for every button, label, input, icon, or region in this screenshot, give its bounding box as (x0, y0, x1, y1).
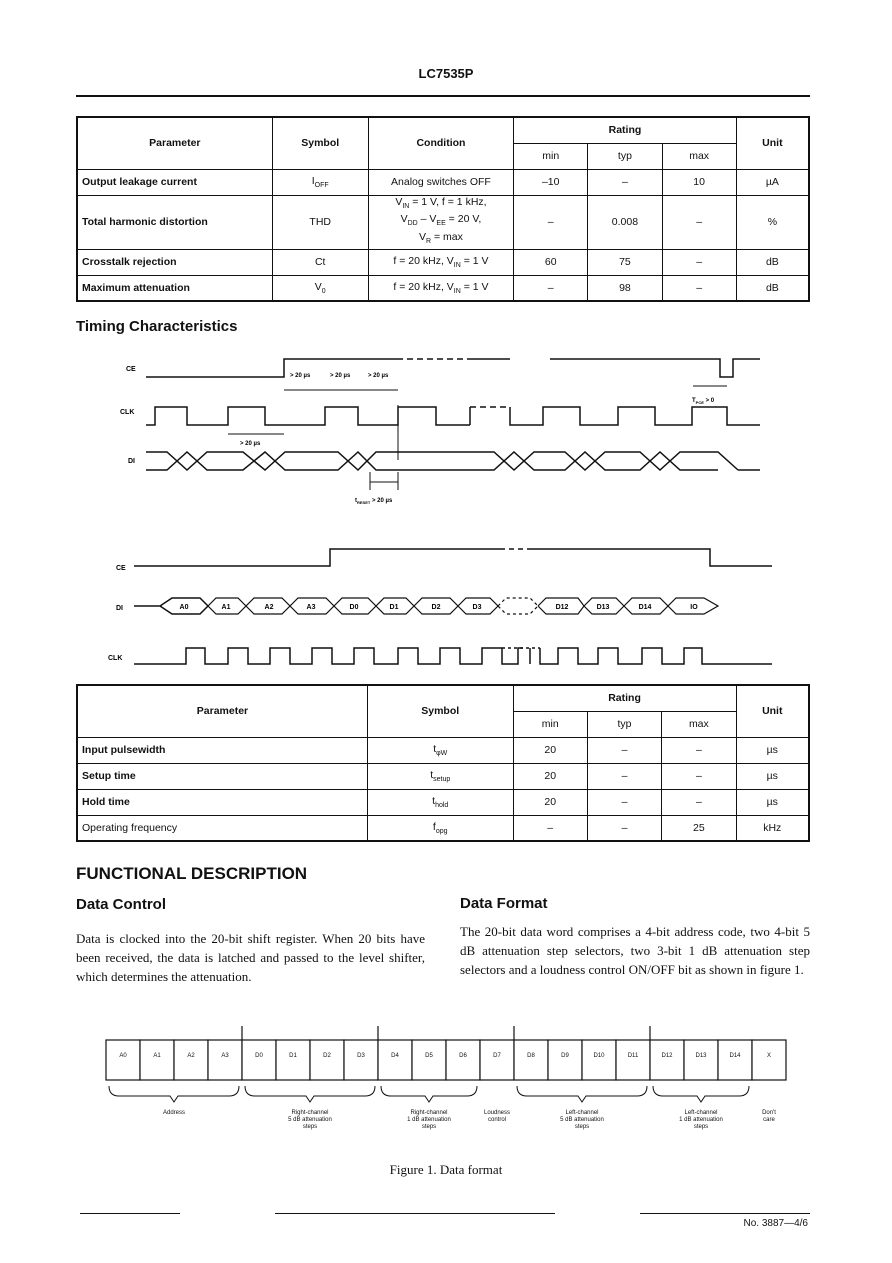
bit-cell (276, 1040, 310, 1080)
footer-rule-left (80, 1213, 180, 1214)
data-format-figure (0, 1020, 892, 1160)
col-max: max (662, 143, 736, 169)
di-bit-d12: D12 (555, 604, 569, 611)
bit-cell-label: D10 (593, 1053, 605, 1059)
symbol-cell: $V_0$ (272, 275, 368, 301)
max-cell: – (662, 789, 736, 815)
bit-cell (446, 1040, 480, 1080)
di-bit-a0: A0 (179, 604, 189, 611)
typ-cell: 75 (588, 249, 662, 275)
max-cell: – (662, 249, 736, 275)
typ-cell: – (587, 763, 661, 789)
signal-label-clk: CLK (120, 409, 135, 416)
clk-gap-label: > 20 µs (240, 441, 261, 447)
typ-cell: 98 (588, 275, 662, 301)
group-brace (653, 1086, 749, 1102)
bit-cell (548, 1040, 582, 1080)
functional-heading: FUNCTIONAL DESCRIPTION (76, 864, 308, 883)
bit-cell-label: D3 (357, 1053, 365, 1059)
bit-cell (582, 1040, 616, 1080)
bit-cell (412, 1040, 446, 1080)
bit-cell-label: A2 (187, 1053, 195, 1059)
bit-cell (242, 1040, 276, 1080)
data-format-heading: Data Format (460, 895, 548, 912)
col-symbol: Symbol (367, 685, 513, 737)
signal-label-ce2: CE (116, 565, 126, 572)
group-brace (381, 1086, 477, 1102)
col-rating: Rating (514, 117, 737, 143)
table-row (77, 249, 809, 275)
bit-cell-label: D6 (459, 1053, 467, 1059)
di-bit-a2: A2 (264, 604, 274, 611)
di-bit-d13: D13 (596, 604, 610, 611)
min-cell: – (514, 195, 588, 249)
param-cell: Setup time (77, 763, 367, 789)
min-cell: – (514, 275, 588, 301)
symbol-cell: $t_{setup}$ (367, 763, 513, 789)
group-label: Don't care (762, 1110, 776, 1123)
bit-cell-label: D11 (627, 1053, 639, 1059)
col-typ: typ (588, 143, 662, 169)
bit-cell (344, 1040, 378, 1080)
group-label: Left-channel 5 dB attenuation steps (560, 1110, 604, 1130)
symbol-cell: THD (272, 195, 368, 249)
bit-cell (752, 1040, 786, 1080)
min-cell: 20 (513, 789, 587, 815)
bit-cell (514, 1040, 548, 1080)
footer-doc-number: No. 3887—4/6 (743, 1218, 808, 1229)
group-brace (245, 1086, 375, 1102)
table-row (77, 815, 809, 841)
col-min: min (514, 143, 588, 169)
typ-cell: – (588, 169, 662, 195)
table-row (77, 169, 809, 195)
max-cell: – (662, 275, 736, 301)
symbol-cell: $t_{\varphi W}$ (367, 737, 513, 763)
table-row (77, 275, 809, 301)
col-condition: Condition (368, 117, 513, 169)
param-cell: Operating frequency (77, 815, 367, 841)
ce-hold-label: > 20 µs (290, 373, 311, 379)
max-cell: – (662, 737, 736, 763)
bit-cell-label: A0 (119, 1053, 127, 1059)
col-parameter: Parameter (77, 685, 367, 737)
bit-cell (480, 1040, 514, 1080)
unit-cell: kHz (736, 815, 809, 841)
param-cell: Maximum attenuation (77, 275, 272, 301)
max-cell: 10 (662, 169, 736, 195)
col-rating: Rating (513, 685, 736, 711)
table-row (77, 737, 809, 763)
bit-cell-label: D2 (323, 1053, 331, 1059)
unit-cell: µs (736, 763, 809, 789)
bit-cell (684, 1040, 718, 1080)
min-cell: – (513, 815, 587, 841)
bit-cell (208, 1040, 242, 1080)
bit-cell (106, 1040, 140, 1080)
unit-cell: µA (736, 169, 809, 195)
data-control-text: Data is clocked into the 20-bit shift register. When 20 bits have been received, the data is latched and passed to the level shifter, which determines the attenuation. (76, 931, 425, 984)
figure-caption: Figure 1. Data format (389, 1162, 503, 1177)
bit-cell-label: D8 (527, 1053, 535, 1059)
di-bit-d3: D3 (472, 604, 482, 611)
typ-cell: – (587, 789, 661, 815)
group-brace (517, 1086, 647, 1102)
unit-cell: % (736, 195, 809, 249)
unit-cell: dB (736, 249, 809, 275)
group-label: Right-channel 5 dB attenuation steps (288, 1110, 332, 1130)
condition-cell: f = 20 kHz, $V_{IN} = 1$ V (368, 275, 513, 301)
bit-cell (718, 1040, 752, 1080)
group-label: Left-channel 1 dB attenuation steps (679, 1110, 723, 1130)
param-cell: Total harmonic distortion (77, 195, 272, 249)
bit-cell-label: D14 (729, 1053, 741, 1059)
di-bit-d0: D0 (349, 604, 359, 611)
typ-cell: – (587, 737, 661, 763)
bit-cell (616, 1040, 650, 1080)
unit-cell: dB (736, 275, 809, 301)
di-bit-d2: D2 (431, 604, 441, 611)
bit-cell-label: D7 (493, 1053, 501, 1059)
signal-label-di: DI (128, 458, 135, 465)
bit-cell-label: D5 (425, 1053, 433, 1059)
typ-cell: 0.008 (588, 195, 662, 249)
param-cell: Hold time (77, 789, 367, 815)
timing-characteristics-table (76, 684, 810, 842)
di-bit-d14: D14 (638, 604, 652, 611)
param-cell: Output leakage current (77, 169, 272, 195)
col-parameter: Parameter (77, 117, 272, 169)
table-row (77, 789, 809, 815)
symbol-cell: $I_{OFF}$ (272, 169, 368, 195)
timing-diagram-reset (0, 350, 892, 520)
t-reset-label: $t_{RESET} > 20$ µs (355, 498, 393, 505)
bit-cell-label: D4 (391, 1053, 399, 1059)
condition-cell: Analog switches OFF (368, 169, 513, 195)
table-row (77, 195, 809, 249)
condition-cell: f = 20 kHz, $V_{IN} = 1$ V (368, 249, 513, 275)
bit-cell-label: D0 (255, 1053, 263, 1059)
param-cell: Input pulsewidth (77, 737, 367, 763)
di-bit-d1: D1 (389, 604, 399, 611)
ce-setup-label: > 20 µs (330, 373, 351, 379)
bit-cell-label: X (766, 1053, 772, 1059)
group-label: Right-channel 1 dB attenuation steps (407, 1110, 451, 1130)
bit-cell (310, 1040, 344, 1080)
symbol-cell: Ct (272, 249, 368, 275)
unit-cell: µs (736, 789, 809, 815)
col-unit: Unit (736, 685, 809, 737)
header-rule (76, 95, 810, 97)
bit-cell-label: D1 (289, 1053, 297, 1059)
data-control-heading: Data Control (76, 896, 166, 913)
col-typ: typ (587, 711, 661, 737)
min-cell: 20 (513, 763, 587, 789)
col-unit: Unit (736, 117, 809, 169)
footer-rule-right (640, 1213, 810, 1214)
group-brace (109, 1086, 239, 1102)
max-cell: – (662, 763, 736, 789)
footer-rule-mid (275, 1213, 555, 1214)
di-bit-io: IO (690, 604, 698, 611)
symbol-cell: $f_{opg}$ (367, 815, 513, 841)
bit-cell-label: A3 (221, 1053, 229, 1059)
bit-cell-label: D9 (561, 1053, 569, 1059)
min-cell: –10 (514, 169, 588, 195)
bit-cell-label: A1 (153, 1053, 161, 1059)
bit-cell (378, 1040, 412, 1080)
symbol-cell: $t_{hold}$ (367, 789, 513, 815)
condition-cell: $V_{IN} = 1$ V, f = 1 kHz, $V_{DD} - V_{EE} = 20$ V, $V_R = \max$ (368, 195, 513, 249)
col-min: min (513, 711, 587, 737)
electrical-characteristics-table (76, 116, 810, 302)
col-max: max (662, 711, 736, 737)
timing-heading: Timing Characteristics (76, 318, 238, 335)
col-symbol: Symbol (272, 117, 368, 169)
di-bit-a1: A1 (221, 604, 231, 611)
t-pce-label: $T_{PCE} > 0$ (692, 398, 715, 405)
page-header-title: LC7535P (418, 66, 474, 81)
min-cell: 60 (514, 249, 588, 275)
max-cell: 25 (662, 815, 736, 841)
group-label: Address (162, 1110, 186, 1116)
max-cell: – (662, 195, 736, 249)
signal-label-di2: DI (116, 605, 123, 612)
bit-cell (174, 1040, 208, 1080)
di-bit-a3: A3 (306, 604, 316, 611)
ce-width-label: > 20 µs (368, 373, 389, 379)
signal-label-ce: CE (126, 366, 136, 373)
timing-diagram-data (0, 540, 892, 675)
table-row (77, 763, 809, 789)
typ-cell: – (587, 815, 661, 841)
bit-cell-label: D12 (661, 1053, 673, 1059)
data-format-text: The 20-bit data word comprises a 4-bit address code, two 4-bit 5 dB attenuation step selectors, two 3-bit 1 dB attenuation step selectors and a loudness control ON/OFF bit as shown in figure 1. (460, 924, 810, 977)
bit-cell (650, 1040, 684, 1080)
group-label: Loudness control (483, 1110, 511, 1123)
min-cell: 20 (513, 737, 587, 763)
bit-cell (140, 1040, 174, 1080)
unit-cell: µs (736, 737, 809, 763)
param-cell: Crosstalk rejection (77, 249, 272, 275)
signal-label-clk2: CLK (108, 655, 123, 662)
bit-cell-label: D13 (695, 1053, 707, 1059)
